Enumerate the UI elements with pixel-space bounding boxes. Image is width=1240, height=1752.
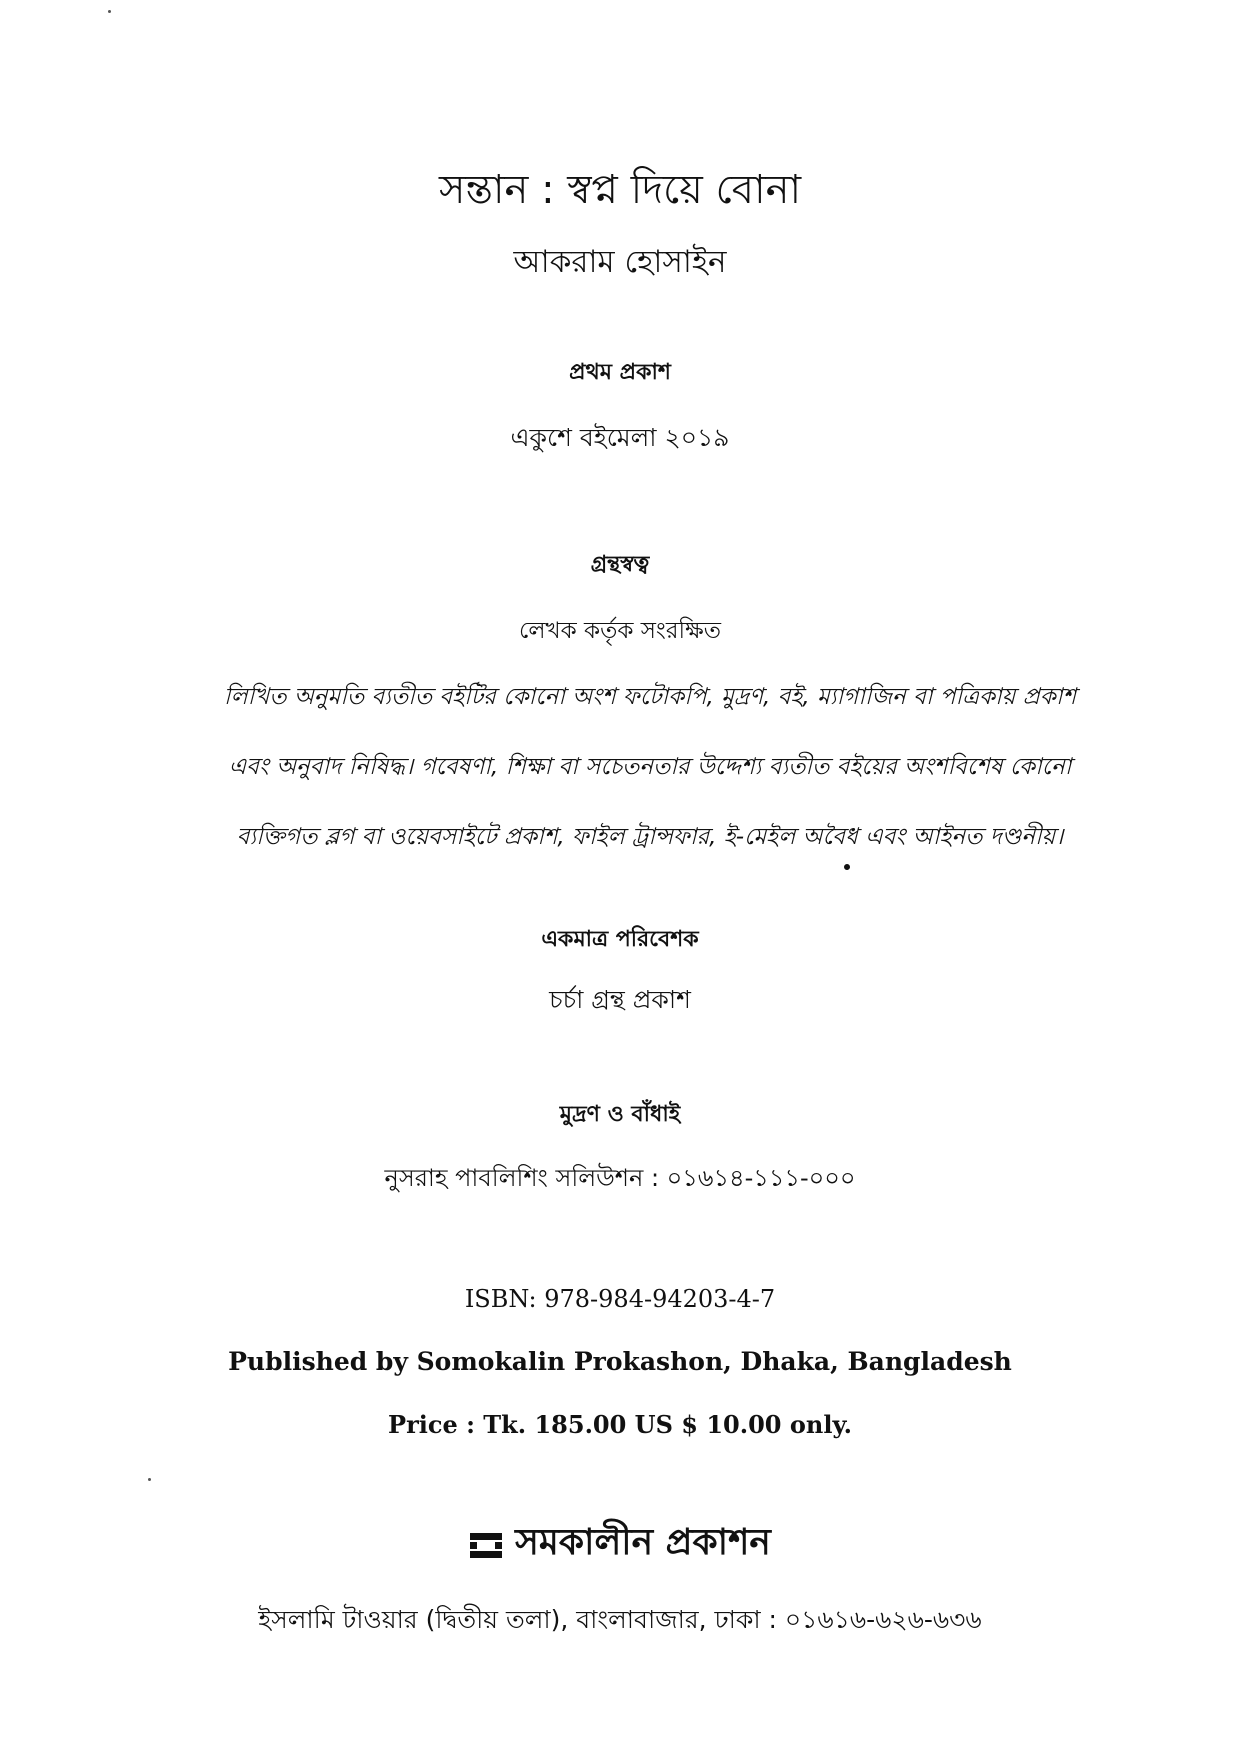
book-author: আকরাম হোসাইন <box>513 244 727 280</box>
publisher-block <box>0 1515 1240 1575</box>
distributor-heading: একমাত্র পরিবেশক <box>541 927 699 952</box>
published-by: Published by Somokalin Prokashon, Dhaka, Bangladesh <box>228 1347 1012 1376</box>
copyright-holder: লেখক কর্তৃক সংরক্ষিত <box>519 618 721 644</box>
copyright-notice-line: ব্যক্তিগত ব্লগ বা ওয়েবসাইটে প্রকাশ, ফাইল ট্রান্সফার, ই-মেইল অবৈধ এবং আইনত দণ্ডনীয়। <box>236 824 1064 850</box>
price: Price : Tk. 185.00 US $ 10.00 only. <box>388 1410 852 1439</box>
first-edition-heading: প্রথম প্রকাশ <box>569 360 671 385</box>
distributor-name: চর্চা গ্রন্থ প্রকাশ <box>549 985 691 1014</box>
printing-heading: মুদ্রণ ও বাঁধাই <box>559 1102 681 1127</box>
printer-name: নুসরাহ পাবলিশিং সলিউশন : ০১৬১৪-১১১-০০০ <box>384 1164 856 1192</box>
publisher-logo-icon <box>469 1529 503 1561</box>
publisher-name: সমকালীন প্রকাশন <box>515 1522 771 1563</box>
copyright-heading: গ্রন্থস্বত্ব <box>590 552 650 577</box>
copyright-notice-line: লিখিত অনুমতি ব্যতীত বইটির কোনো অংশ ফটোকপি, মুদ্রণ, বই, ম্যাগাজিন বা পত্রিকায় প্রকাশ <box>223 684 1077 710</box>
copyright-notice-line: এবং অনুবাদ নিষিদ্ধ। গবেষণা, শিক্ষা বা সচেতনতার উদ্দেশ্য ব্যতীত বইয়ের অংশবিশেষ কোনো <box>228 754 1072 780</box>
scan-speck <box>148 1478 151 1481</box>
isbn: ISBN: 978-984-94203-4-7 <box>464 1285 776 1313</box>
copyright-notice <box>200 675 1100 885</box>
first-edition-value: একুশে বইমেলা ২০১৯ <box>510 423 730 452</box>
publisher-address: ইসলামি টাওয়ার (দ্বিতীয় তলা), বাংলাবাজার, ঢাকা : ০১৬১৬-৬২৬-৬৩৬ <box>258 1605 982 1634</box>
scan-speck <box>108 10 111 13</box>
book-title: সন্তান : স্বপ্ন দিয়ে বোনা <box>438 167 802 213</box>
